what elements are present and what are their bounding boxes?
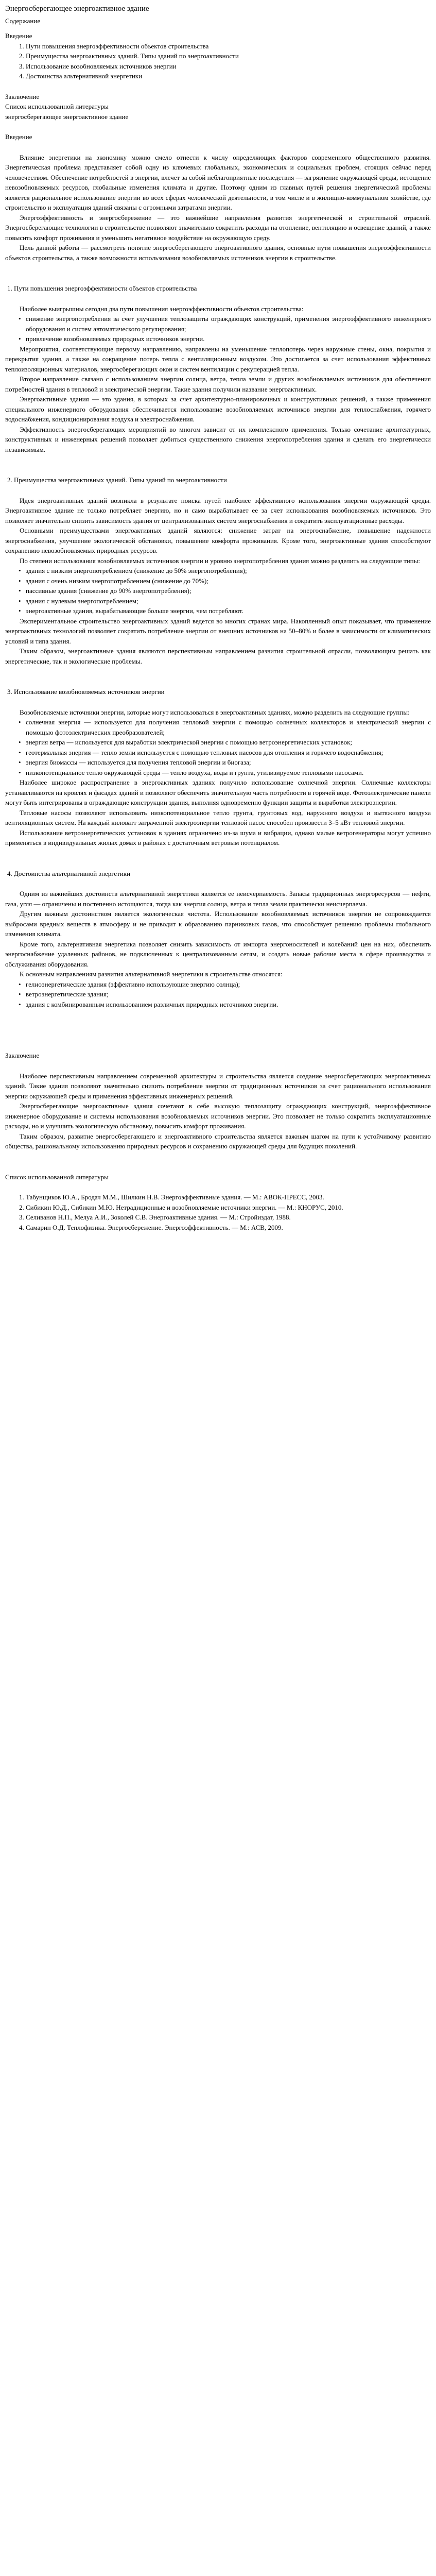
section-lead: Наиболее выигрышны сегодня два пути повышения энергоэффективности объектов строительства: [20, 304, 304, 313]
section-heading [5, 475, 431, 485]
list-item: • привлечение возобновляемых природных источников энергии. [26, 334, 431, 344]
section-paragraph: Основными преимуществами энергоактивных зданий являются: снижение затрат на энергоснабжение, повышение надежности энергоснабжения, улучшение экологической обстановки, повышение комфорта проживания. Кроме того, энергоактивные здания способствуют сохранению невозобновляемых природных ресурсов. [5, 527, 431, 554]
section-paragraph: Энергоактивные здания — это здания, в которых за счет архитектурно-планировочных и конструктивных решений, а также применения специального инженерного оборудования обеспечивается использование возобновляемых источников энергии для теплоснабжения, горячего водоснабжения, кондиционирования воздуха и электроснабжения. [5, 395, 431, 423]
section-paragraph: Использование ветроэнергетических установок в зданиях ограничено из-за шума и вибрации, однако малые ветрогенераторы могут успешно применяться в индивидуальных жилых домах в районах с достаточным ветровым потенциалом. [5, 828, 431, 846]
section-paragraph: Таким образом, энергоактивные здания являются перспективным направлением развития строительной отрасли, позволяющим решать как энергетические, так и экологические проблемы. [5, 647, 431, 665]
section-title: Использование возобновляемых источников энергии [14, 688, 165, 696]
section-paragraph: Второе направление связано с использованием энергии солнца, ветра, тепла земли и других возобновляемых источников для обеспечения потребностей здания в тепловой и электрической энергии. Такие здания получили название энергоактивных. [5, 375, 431, 393]
section-paragraph: По степени использования возобновляемых источников энергии и уровню энергопотребления здания можно разделить на следующие типы: [20, 556, 421, 565]
bullet-list [5, 314, 431, 344]
section-title: Пути повышения энергоэффективности объектов строительства [14, 284, 197, 292]
conclusion-paragraph: Наиболее перспективным направлением современной архитектуры и строительства является создание энергосберегающих энергоактивных зданий. Такие здания позволяют значительно снизить потребление энергии от традиционных источников за счет рационального использования энергии окружающей среды и применения эффективных инженерных решений. [5, 1072, 431, 1100]
bullet-list [5, 979, 431, 1010]
section-number: 1. [7, 284, 12, 292]
toc-item[interactable]: 1. Пути повышения энергоэффективности объектов строительства [26, 41, 431, 52]
section-paragraph: Другим важным достоинством является экологическая чистота. Использование возобновляемых источников энергии не сопровождается выбросами вредных веществ в атмосферу и не приводит к образованию парниковых газов, что способствует решению проблемы глобального изменения климата. [5, 910, 431, 938]
intro-paragraph: Энергоэффективность и энергосбережение — это важнейшие направления развития энергетической и строительной отраслей. Энергосберегающие технологии в строительстве позволяют значительно сократить расходы на отопление, вентиляцию и освещение зданий, а также повысить комфорт проживания и уменьшить негативное воздействие на окружающую среду. [5, 213, 431, 242]
conclusion-heading: Заключение [5, 1052, 40, 1059]
conclusion-paragraph: Таким образом, развитие энергосберегающего и энергоактивного строительства является важным шагом на пути к устойчивому развитию общества, рациональному использованию природных ресурсов и сохранению окружающей среды для будущих поколений. [5, 1132, 431, 1150]
list-item: • солнечная энергия — используется для получения тепловой энергии с помощью солнечных коллекторов и электрической энергии с помощью фотоэлектрических преобразователей; [26, 717, 431, 737]
intro-heading: Введение [5, 133, 32, 141]
section-paragraph: Наиболее широкое распространение в энергоактивных зданиях получило использование солнечной энергии. Солнечные коллекторы устанавливаются на кровлях и фасадах зданий и позволяют обеспечить значительную часть потребности в горячей воде. Фотоэлектрические панели могут быть интегрированы в ограждающие конструкции здания, выполняя одновременно функции защиты и выработки электроэнергии. [5, 778, 431, 806]
section-paragraph: Мероприятия, соответствующие первому направлению, направлены на уменьшение теплопотерь через наружные стены, окна, покрытия и перекрытия здания, а также на сокращение потерь тепла с вентиляционным воздухом. Это достигается за счет использования эффективных теплоизоляционных материалов, энергосберегающих окон и систем вентиляции с рекуперацией тепла. [5, 345, 431, 373]
section-number: 4. [7, 869, 12, 877]
list-item: • здания с очень низким энергопотреблением (снижение до 70%); [26, 576, 431, 586]
intro-paragraph: Цель данной работы — рассмотреть понятие энергосберегающего энергоактивного здания, основные пути повышения энергоэффективности объектов строительства, а также возможности использования возобновляемых источников энергии в строительстве. [5, 244, 431, 262]
list-item: • здания с нулевым энергопотреблением; [26, 596, 431, 606]
section-number: 2. [7, 476, 12, 484]
toc-conclusion[interactable]: Заключение [5, 92, 40, 100]
section-lead: Возобновляемые источники энергии, которые могут использоваться в энергоактивных зданиях, можно разделить на следующие группы: [20, 708, 410, 716]
conclusion-paragraph: Энергосберегающие энергоактивные здания сочетают в себе высокую теплозащиту ограждающих конструкций, энергоэффективное инженерное оборудование и системы использования возобновляемых источников энергии. Это позволяет не только сократить эксплуатационные расходы, но и улучшить экологическую обстановку, повысить комфорт проживания. [5, 1102, 431, 1130]
toc-label: Содержание [5, 16, 41, 25]
reference-item: 1. Табунщиков Ю.А., Бродач М.М., Шилкин Н.В. Энергоэффективные здания. — М.: АВОК-ПРЕСС, 2003. [26, 1192, 431, 1202]
list-item: • гелиоэнергетические здания (эффективно использующие энергию солнца); [26, 979, 431, 990]
toc-item[interactable]: 4. Достоинства альтернативной энергетики [26, 71, 431, 81]
toc-subtitle: энергосберегающее энергоактивное здание [5, 112, 129, 121]
intro-paragraph: Влияние энергетики на экономику можно смело отнести к числу определяющих факторов современного общественного развития. Энергетическая проблема представляет собой одну из ключевых глобальных, экономических и социальных проблем, стоящих сейчас перед человечеством. Обеспечение потребностей в энергии, влечет за собой неблагоприятные последствия — загрязнение окружающей среды, истощение невозобновляемых ресурсов, глобальные изменения климата и другие. Поэтому одним из главных путей решения энергетической проблемы является рациональное использование энергии во всех сферах человеческой деятельности, в том числе и в жилищно-коммунальном хозяйстве, где строительство и эксплуатация зданий связаны с огромными затратами энергии. [5, 153, 431, 211]
section-heading [5, 687, 431, 697]
list-item: • ветроэнергетические здания; [26, 989, 431, 999]
toc-references[interactable]: Список использованной литературы [5, 103, 109, 110]
list-item: • энергия ветра — используется для выработки электрической энергии с помощью ветроэнергетических установок; [26, 737, 431, 748]
section-title: Достоинства альтернативной энергетики [14, 869, 131, 877]
references-heading: Список использованной литературы [5, 1173, 109, 1181]
reference-item: 3. Селиванов Н.П., Мелуа А.И., Зоколей С.В. Энергоактивные здания. — М.: Стройиздат, 1988. [26, 1212, 431, 1223]
list-item: • геотермальная энергия — тепло земли используется с помощью тепловых насосов для отопления и горячего водоснабжения; [26, 748, 431, 758]
references-list [5, 1192, 431, 1232]
list-item: • энергия биомассы — используется для получения тепловой энергии и биогаза; [26, 757, 431, 768]
toc-intro: Введение [5, 32, 32, 40]
section-paragraph: Экспериментальное строительство энергоактивных зданий ведется во многих странах мира. Накопленный опыт показывает, что применение энергоактивных технологий позволяет сократить потребление энергии от внешних источников на 50–80% и более в зависимости от климатических условий и типа здания. [5, 617, 431, 645]
section-paragraph: К основным направлениям развития альтернативной энергетики в строительстве относятся: [20, 970, 283, 978]
reference-item: 4. Самарин О.Д. Теплофизика. Энергосбережение. Энергоэффективность. — М.: АСВ, 2009. [26, 1223, 431, 1233]
list-item: • энергоактивные здания, вырабатывающие больше энергии, чем потребляют. [26, 606, 431, 616]
section-heading [5, 283, 431, 294]
list-item: • пассивные здания (снижение до 90% энергопотребления); [26, 586, 431, 596]
section-paragraph: Кроме того, альтернативная энергетика позволяет снизить зависимость от импорта энергоносителей и колебаний цен на них, обеспечить энергоснабжение удаленных районов, не подключенных к централизованным сетям, и создать новые рабочие места в сфере производства и обслуживания оборудования. [5, 940, 431, 968]
section-paragraph: Одним из важнейших достоинств альтернативной энергетики является ее неисчерпаемость. Запасы традиционных энергоресурсов — нефти, газа, угля — ограничены и постепенно истощаются, тогда как энергия солнца, ветра и тепла земли практически неисчерпаема. [5, 890, 431, 908]
bullet-list [5, 717, 431, 777]
list-item: • здания с низким энергопотреблением (снижение до 50% энергопотребления); [26, 566, 431, 576]
section-title: Преимущества энергоактивных зданий. Типы зданий по энергоактивности [14, 476, 227, 484]
list-item: • низкопотенциальное тепло окружающей среды — тепло воздуха, воды и грунта, утилизируемое тепловыми насосами. [26, 768, 431, 778]
section-number: 3. [7, 688, 12, 696]
list-item: • снижение энергопотребления за счет улучшения теплозащиты ограждающих конструкций, применения энергоэффективного инженерного оборудования и систем автоматического регулирования; [26, 314, 431, 334]
page-title: Энергосберегающее энергоактивное здание [5, 5, 149, 13]
section-paragraph: Тепловые насосы позволяют использовать низкопотенциальное тепло грунта, грунтовых вод, наружного воздуха и вытяжного воздуха вентиляционных систем. На каждый киловатт затраченной электроэнергии тепловой насос способен произвести 3–5 кВт тепловой энергии. [5, 808, 431, 826]
section-heading [5, 869, 431, 879]
toc-item[interactable]: 2. Преимущества энергоактивных зданий. Типы зданий по энергоактивности [26, 51, 431, 61]
bullet-list [5, 566, 431, 616]
document [0, 0, 436, 1232]
section-paragraph: Эффективность энергосберегающих мероприятий во многом зависит от их комплексного применения. Только сочетание архитектурных, конструктивных и инженерных решений позволяет добиться существенного снижения энергопотребления здания и сделать его энергетически независимым. [5, 425, 431, 453]
section-paragraph: Идея энергоактивных зданий возникла в результате поиска путей наиболее эффективного использования энергии окружающей среды. Энергоактивное здание не только потребляет энергию, но и само вырабатывает ее за счет использования возобновляемых источников. Это позволяет значительно снизить зависимость здания от централизованных систем энергоснабжения и сократить эксплуатационные расходы. [5, 496, 431, 524]
toc-item[interactable]: 3. Использование возобновляемых источников энергии [26, 61, 431, 72]
reference-item: 2. Сибикин Ю.Д., Сибикин М.Ю. Нетрадиционные и возобновляемые источники энергии. — М.: КНОРУС, 2010. [26, 1202, 431, 1213]
toc-list [5, 41, 431, 81]
list-item: • здания с комбинированным использованием различных природных источников энергии. [26, 999, 431, 1010]
